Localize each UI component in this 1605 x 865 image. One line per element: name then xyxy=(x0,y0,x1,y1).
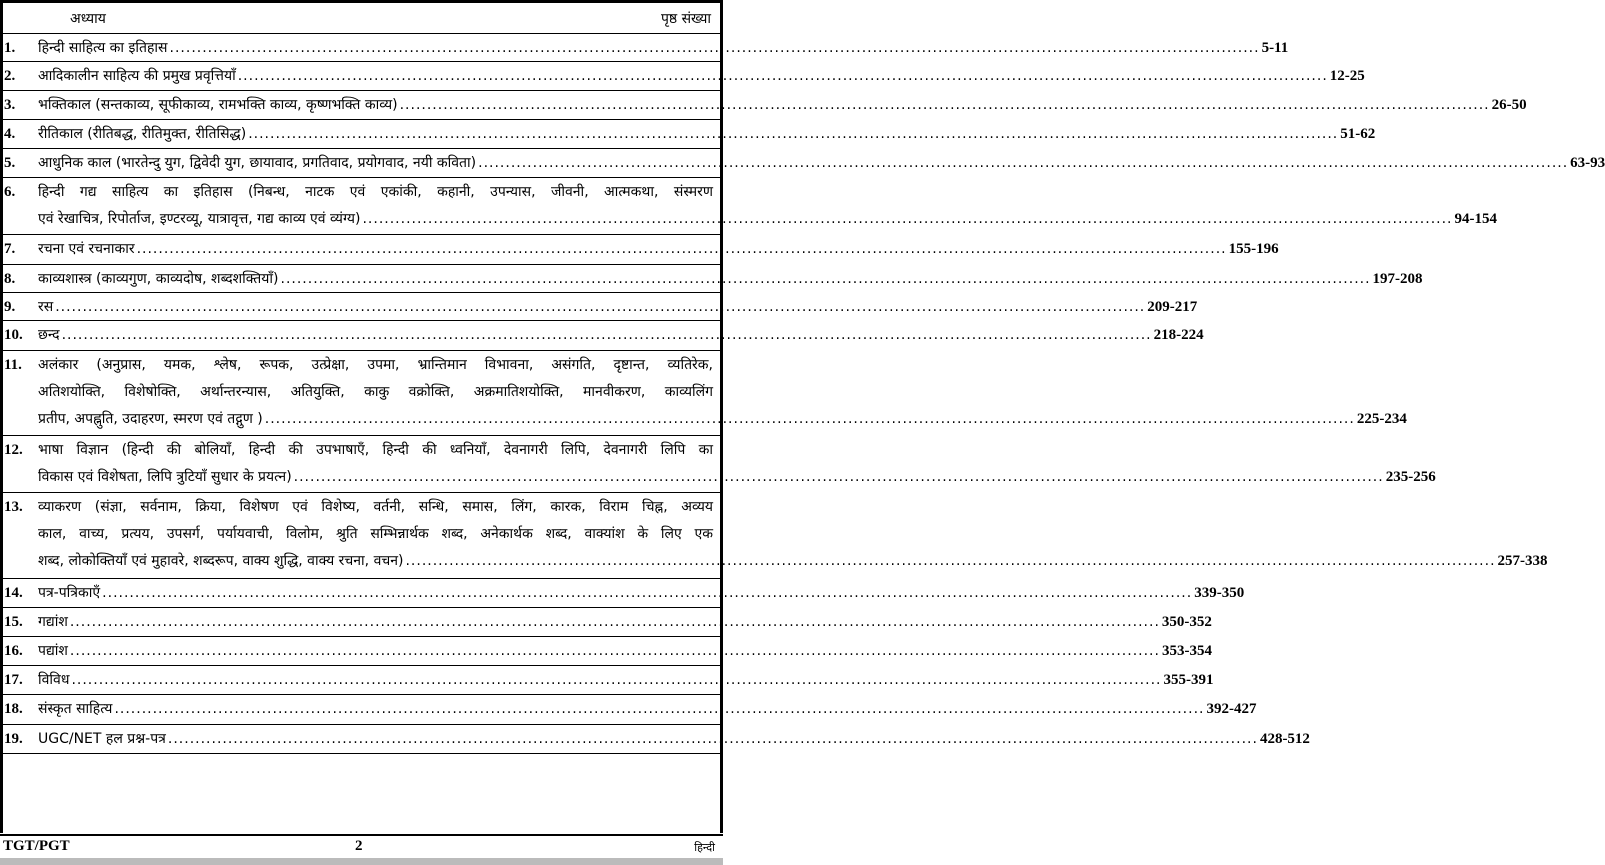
toc-header xyxy=(0,3,723,34)
toc-chapter-number: 14. xyxy=(4,585,23,601)
toc-page-range: 155-196 xyxy=(1228,241,1279,257)
toc-entry-title: पद्यांश xyxy=(38,643,68,659)
toc-page-range: 353-354 xyxy=(1161,643,1212,659)
toc-entry xyxy=(38,695,1257,723)
toc-entry xyxy=(38,293,1198,321)
toc-entry-title: अतिशयोक्ति, विशेषोक्ति, अर्थान्तरन्यास, अतियुक्ति, काकु वक्रोक्ति, अक्रमातिशयोक्ति, मानवीकरण, काव्यलिंग xyxy=(38,384,713,400)
toc-entry-line xyxy=(38,464,1436,491)
toc-entry xyxy=(38,62,1365,90)
toc-dot-leader: ........................................................................................................................................................................................................ xyxy=(169,40,1260,56)
toc-entry-line xyxy=(38,437,713,464)
toc-dot-leader: ........................................................................................................................................................................................................ xyxy=(136,241,1227,257)
toc-entry-line xyxy=(38,352,713,379)
toc-dot-leader: ........................................................................................................................................................................................................ xyxy=(114,701,1205,717)
toc-chapter-number: 3. xyxy=(4,97,16,113)
page-column-label: पृष्ठ संख्या xyxy=(660,11,711,27)
toc-entry-title: भक्तिकाल (सन्तकाव्य, सूफीकाव्य, रामभक्ति काव्य, कृष्णभक्ति काव्य) xyxy=(38,97,398,113)
toc-entry-title: आधुनिक काल (भारतेन्दु युग, द्विवेदी युग, छायावाद, प्रगतिवाद, प्रयोगवाद, नयी कविता) xyxy=(38,155,477,171)
toc-dot-leader: ........................................................................................................................................................................................................ xyxy=(71,672,1162,688)
toc-page-range: 218-224 xyxy=(1153,327,1204,343)
toc-page-range: 392-427 xyxy=(1206,701,1257,717)
toc-dot-leader: ........................................................................................................................................................................................................ xyxy=(280,271,1371,287)
table-of-contents xyxy=(0,34,1605,754)
toc-entry-line xyxy=(38,696,1257,723)
toc-entry-line xyxy=(38,322,1204,349)
toc-entry-line xyxy=(38,35,1289,62)
toc-row xyxy=(0,235,1279,265)
toc-entry-title: भाषा विज्ञान (हिन्दी की बोलियाँ, हिन्दी की उपभाषाएँ, हिन्दी की ध्वनियाँ, देवनागरी लिपि, देवनागरी लिपि का xyxy=(38,442,713,458)
toc-chapter-number: 5. xyxy=(4,155,16,171)
footer-subject-label: हिन्दी xyxy=(694,841,715,854)
toc-entry-title: छन्द xyxy=(38,327,60,343)
toc-entry-line xyxy=(38,609,1212,636)
toc-page-range: 209-217 xyxy=(1147,299,1198,315)
toc-entry-title: रचना एवं रचनाकार xyxy=(38,241,135,257)
toc-dot-leader: ........................................................................................................................................................................................................ xyxy=(102,585,1193,601)
toc-dot-leader: ........................................................................................................................................................................................................ xyxy=(478,155,1569,171)
toc-page-range: 94-154 xyxy=(1454,211,1498,227)
toc-dot-leader: ........................................................................................................................................................................................................ xyxy=(405,553,1496,569)
toc-entry xyxy=(38,608,1212,636)
footer-page-number: 2 xyxy=(355,838,363,854)
toc-entry-line xyxy=(38,236,1279,263)
toc-entry-line xyxy=(38,406,1407,433)
toc-entry-line xyxy=(38,92,1527,119)
toc-entry-title: काव्यशास्त्र (काव्यगुण, काव्यदोष, शब्दशक्तियाँ) xyxy=(38,271,279,287)
toc-entry-line xyxy=(38,266,1423,293)
toc-dot-leader: ........................................................................................................................................................................................................ xyxy=(61,327,1152,343)
scan-bottom-strip xyxy=(0,858,723,865)
toc-entry-title: हिन्दी गद्य साहित्य का इतिहास (निबन्ध, नाटक एवं एकांकी, कहानी, उपन्यास, जीवनी, आत्मकथा, संस्मरण xyxy=(38,184,713,200)
toc-entry-title: संस्कृत साहित्य xyxy=(38,701,113,717)
toc-entry-title: रीतिकाल (रीतिबद्ध, रीतिमुक्त, रीतिसिद्ध) xyxy=(38,126,247,142)
toc-entry-title: आदिकालीन साहित्य की प्रमुख प्रवृत्तियाँ xyxy=(38,68,236,84)
toc-dot-leader: ........................................................................................................................................................................................................ xyxy=(69,643,1160,659)
toc-chapter-number: 17. xyxy=(4,672,23,688)
toc-chapter-number: 10. xyxy=(4,327,23,343)
toc-entry xyxy=(38,666,1214,694)
toc-entry xyxy=(38,436,1436,491)
toc-entry xyxy=(38,91,1527,119)
toc-chapter-number: 8. xyxy=(4,271,16,287)
toc-page-range: 225-234 xyxy=(1356,411,1407,427)
toc-entry xyxy=(38,34,1289,62)
toc-dot-leader: ........................................................................................................................................................................................................ xyxy=(167,731,1258,747)
toc-chapter-number: 18. xyxy=(4,701,23,717)
toc-page-range: 355-391 xyxy=(1163,672,1214,688)
footer-exam-label: TGT/PGT xyxy=(3,838,70,854)
chapter-column-label: अध्याय xyxy=(70,11,106,27)
toc-entry xyxy=(38,351,1407,433)
toc-entry-line xyxy=(38,150,1605,177)
toc-row xyxy=(0,725,1310,754)
toc-entry-title: पत्र-पत्रिकाएँ xyxy=(38,585,101,601)
toc-page-range: 350-352 xyxy=(1161,614,1212,630)
toc-chapter-number: 11. xyxy=(4,357,22,373)
toc-entry-line xyxy=(38,638,1212,665)
toc-entry-line xyxy=(38,726,1310,753)
toc-page-range: 257-338 xyxy=(1497,553,1548,569)
toc-entry-line xyxy=(38,494,713,521)
toc-row xyxy=(0,293,1198,321)
toc-row xyxy=(0,178,1498,235)
toc-entry-line xyxy=(38,179,713,206)
toc-dot-leader: ........................................................................................................................................................................................................ xyxy=(362,211,1453,227)
toc-entry-title: विकास एवं विशेषता, लिपि त्रुटियाँ सुधार के प्रयत्न) xyxy=(38,469,292,485)
toc-chapter-number: 2. xyxy=(4,68,16,84)
toc-entry-line xyxy=(38,580,1245,607)
toc-entry xyxy=(38,637,1212,665)
toc-chapter-number: 7. xyxy=(4,241,16,257)
toc-entry xyxy=(38,120,1376,148)
toc-entry-line xyxy=(38,548,1548,575)
toc-dot-leader: ........................................................................................................................................................................................................ xyxy=(237,68,1328,84)
toc-page-range: 5-11 xyxy=(1261,40,1289,56)
toc-row xyxy=(0,34,1289,62)
toc-entry xyxy=(38,235,1279,263)
toc-entry-title: एवं रेखाचित्र, रिपोर्ताज, इण्टरव्यू, यात्रावृत्त, गद्य काव्य एवं व्यंग्य) xyxy=(38,211,361,227)
toc-entry-title: काल, वाच्य, प्रत्यय, उपसर्ग, पर्यायवाची, विलोम, श्रुति सम्भिन्नार्थक शब्द, अनेकार्थक शब्द, वाक्यांश के लिए एक xyxy=(38,526,713,542)
toc-entry xyxy=(38,149,1605,177)
toc-dot-leader: ........................................................................................................................................................................................................ xyxy=(399,97,1490,113)
toc-chapter-number: 12. xyxy=(4,442,23,458)
toc-row xyxy=(0,62,1365,91)
page-footer xyxy=(0,834,723,860)
toc-row xyxy=(0,666,1214,695)
toc-row xyxy=(0,436,1436,493)
toc-row xyxy=(0,695,1257,725)
toc-chapter-number: 4. xyxy=(4,126,16,142)
toc-row xyxy=(0,321,1204,351)
toc-chapter-number: 15. xyxy=(4,614,23,630)
toc-entry-title: गद्यांश xyxy=(38,614,68,630)
toc-page-range: 428-512 xyxy=(1259,731,1310,747)
toc-chapter-number: 9. xyxy=(4,299,16,315)
toc-entry xyxy=(38,725,1310,753)
toc-entry xyxy=(38,493,1548,575)
toc-dot-leader: ........................................................................................................................................................................................................ xyxy=(264,411,1355,427)
toc-entry-line xyxy=(38,294,1198,321)
toc-entry-line xyxy=(38,121,1376,148)
toc-page-range: 12-25 xyxy=(1329,68,1365,84)
toc-entry-title: अलंकार (अनुप्रास, यमक, श्लेष, रूपक, उत्प्रेक्षा, उपमा, भ्रान्तिमान विभावना, असंगति, दृष्टान्त, व्यतिरेक, xyxy=(38,357,713,373)
toc-entry-title: हिन्दी साहित्य का इतिहास xyxy=(38,40,168,56)
toc-row xyxy=(0,608,1212,637)
toc-entry-title: रस xyxy=(38,299,54,315)
toc-entry xyxy=(38,579,1245,607)
toc-entry xyxy=(38,265,1423,293)
toc-row xyxy=(0,493,1548,579)
toc-row xyxy=(0,351,1407,436)
toc-dot-leader: ........................................................................................................................................................................................................ xyxy=(55,299,1146,315)
toc-entry-title: विविध xyxy=(38,672,70,688)
toc-entry-title: व्याकरण (संज्ञा, सर्वनाम, क्रिया, विशेषण एवं विशेष्य, वर्तनी, सन्धि, समास, लिंग, कारक, विराम चिह्न, अव्यय xyxy=(38,499,713,515)
toc-page-range: 63-93 xyxy=(1570,155,1605,171)
toc-entry-line xyxy=(38,206,1498,233)
toc-dot-leader: ........................................................................................................................................................................................................ xyxy=(248,126,1339,142)
toc-row xyxy=(0,91,1527,120)
toc-row xyxy=(0,120,1376,149)
toc-page-range: 235-256 xyxy=(1385,469,1436,485)
toc-entry-line xyxy=(38,379,713,406)
toc-page-range: 339-350 xyxy=(1194,585,1245,601)
toc-chapter-number: 16. xyxy=(4,643,23,659)
toc-entry-title: प्रतीप, अपह्नुति, उदाहरण, स्मरण एवं तद्गुण ) xyxy=(38,411,263,427)
toc-dot-leader: ........................................................................................................................................................................................................ xyxy=(69,614,1160,630)
toc-dot-leader: ........................................................................................................................................................................................................ xyxy=(293,469,1384,485)
toc-page-range: 26-50 xyxy=(1491,97,1527,113)
toc-entry-line xyxy=(38,63,1365,90)
toc-page-range: 197-208 xyxy=(1372,271,1423,287)
toc-row xyxy=(0,579,1245,608)
toc-row xyxy=(0,149,1605,178)
toc-row xyxy=(0,637,1212,666)
toc-page-range: 51-62 xyxy=(1340,126,1376,142)
toc-entry-title: UGC/NET हल प्रश्न-पत्र xyxy=(38,731,166,747)
toc-entry-line xyxy=(38,521,713,548)
toc-row xyxy=(0,265,1423,293)
toc-chapter-number: 6. xyxy=(4,184,16,200)
toc-chapter-number: 19. xyxy=(4,731,23,747)
toc-entry-title: शब्द, लोकोक्तियाँ एवं मुहावरे, शब्दरूप, वाक्य शुद्धि, वाक्य रचना, वचन) xyxy=(38,553,404,569)
toc-chapter-number: 1. xyxy=(4,40,16,56)
toc-entry xyxy=(38,321,1204,349)
toc-chapter-number: 13. xyxy=(4,499,23,515)
toc-entry xyxy=(38,178,1498,233)
toc-entry-line xyxy=(38,667,1214,694)
